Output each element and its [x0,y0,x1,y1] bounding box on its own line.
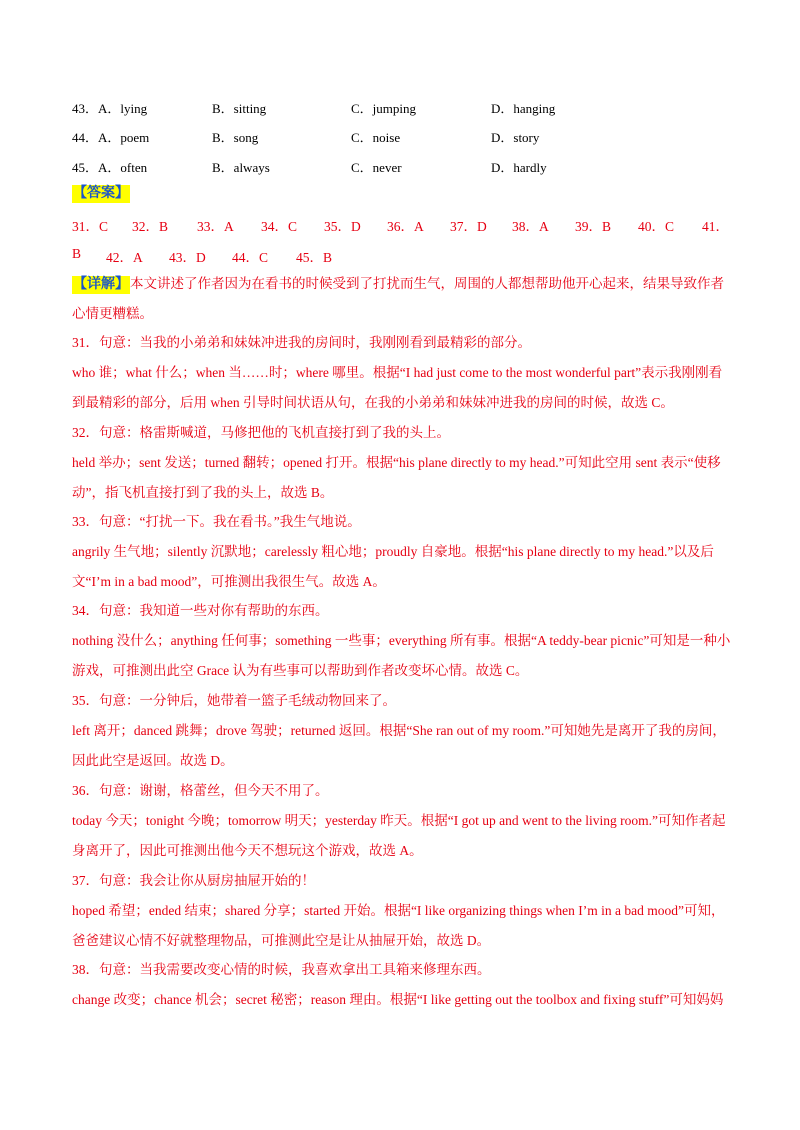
answer-item: 32．B [132,219,169,234]
explanation-38-detail: change 改变；chance 机会；secret 秘密；reason 理由。根据“I like getting out the toolbox and fixing stuff”可知妈妈 [72,992,724,1007]
answer-item: 37．D [450,219,487,234]
answer-item: 41． [702,219,729,234]
option-c: C．never [351,160,402,175]
detail-text: 本文讲述了作者因为在看书的时候受到了打扰而生气，周围的人都想帮助他开心起来，结果导致作者心情更糟糕。 [72,276,724,321]
explanation-31-detail: who 谁；what 什么；when 当……时；where 哪里。根据“I had just come to the most wonderful part”表示我刚刚看到最精彩的部分，后用 when 引导时间状语从句，在我的小弟弟和妹妹冲进我的房间的时候，故选 C。 [72,365,723,410]
answer-item: 33．A [197,219,234,234]
explanation-36-detail: today 今天；tonight 今晚；tomorrow 明天；yesterday 昨天。根据“I got up and went to the living room.”可知作者起身离开了，因此可推测出他今天不想玩这个游戏，故选 A。 [72,813,726,858]
option-a: A．often [98,160,148,175]
explanation-35-sentence: 35．句意：一分钟后，她带着一篮子毛绒动物回来了。 [72,693,396,708]
answer-item: 43．D [169,250,206,265]
answer-item: 38．A [512,219,549,234]
question-number: 45． [72,160,99,175]
answer-item: 42．A [106,250,143,265]
option-d: D．hanging [491,101,556,116]
detail-summary [72,269,732,329]
options-row-43 [72,98,732,118]
explanation-33-detail: angrily 生气地；silently 沉默地；carelessly 粗心地；proudly 自豪地。根据“his plane directly to my head.”以及后文“I’m in a bad mood”，可推测出我很生气。故选 A。 [72,544,714,589]
explanation-37-detail: hoped 希望；ended 结束；shared 分享；started 开始。根据“I like organizing things when I’m in a bad mood”可知，爸爸建议心情不好就整理物品，可推测此空是让从抽屉开始，故选 D。 [72,903,725,948]
options-row-44 [72,127,732,147]
question-number: 44． [72,130,99,145]
answer-tag: 【答案】 [73,186,129,201]
explanation-36-sentence: 36．句意：谢谢，格蕾丝，但今天不用了。 [72,783,329,798]
explanation-37-sentence: 37．句意：我会让你从厨房抽屉开始的！ [72,873,315,888]
explanation-32-sentence: 32．句意：格雷斯喊道，马修把他的飞机直接打到了我的头上。 [72,425,450,440]
answer-item: B [72,246,82,261]
answer-section [72,184,130,203]
answer-item: 35．D [324,219,361,234]
explanation-38-sentence: 38．句意：当我需要改变心情的时候，我喜欢拿出工具箱来修理东西。 [72,962,491,977]
option-a: A．poem [98,130,150,145]
option-b: B．song [212,130,259,145]
explanation-33-sentence: 33．句意：“打扰一下。我在看书。”我生气地说。 [72,514,361,529]
option-d: D．hardly [491,160,547,175]
option-c: C．jumping [351,101,417,116]
option-c: C．noise [351,130,401,145]
answer-item: 40．C [638,219,675,234]
answer-item: 36．A [387,219,424,234]
explanation-35-detail: left 离开；danced 跳舞；drove 驾驶；returned 返回。根据“She ran out of my room.”可知她先是离开了我的房间，因此此空是返回。故选 D。 [72,723,726,768]
option-d: D．story [491,130,540,145]
question-number: 43． [72,101,99,116]
explanation-32-detail: held 举办；sent 发送；turned 翻转；opened 打开。根据“his plane directly to my head.”可知此空用 sent 表示“使移动”，指飞机直接打到了我的头上，故选 B。 [72,455,721,500]
answer-item: 45．B [296,250,333,265]
options-row-45 [72,157,732,177]
answer-item: 34．C [261,219,298,234]
option-a: A．lying [98,101,148,116]
explanation-34-detail: nothing 没什么；anything 任何事；something 一些事；everything 所有事。根据“A teddy-bear picnic”可知是一种小游戏，可推测出此空 Grace 认为有些事可以帮助到作者改变坏心情。故选 C。 [72,633,731,678]
answer-item: 31．C [72,219,109,234]
option-b: B．always [212,160,270,175]
explanation-34-sentence: 34．句意：我知道一些对你有帮助的东西。 [72,603,329,618]
answer-item: 39．B [575,219,612,234]
option-b: B．sitting [212,101,267,116]
answer-item: 44．C [232,250,269,265]
detail-tag: 【详解】 [73,277,129,292]
explanation-31-sentence: 31．句意：当我的小弟弟和妹妹冲进我的房间时，我刚刚看到最精彩的部分。 [72,335,531,350]
